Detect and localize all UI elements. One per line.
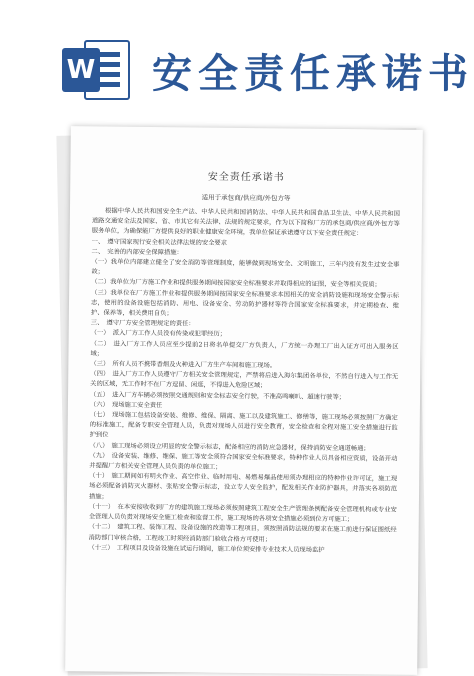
document-paragraph: （二） 进入厂方工作人员应至少提前2日将名单提交厂方负责人，厂方统一办理工厂出入证方可出入服务区域； — [90, 340, 399, 358]
document-paragraph: （三）我单位在厂方施工作业和提供服务期间按国家安全标准要求本国相关的安全消防设施和现场安全警示标志，使用的设备设施包括消防、用电、设备安全、劳动防护器材等符合国家安全标准要求，并定期检查、维护、保养等，相关费用自负； — [90, 289, 400, 318]
document-paragraph: （二）我单位为厂方施工作业和提供服务期间按国家安全标准要求并取得相应的证照，安全等相关资质； — [91, 278, 381, 289]
document-paragraph: 根据中华人民共和国安全生产法、中华人民共和国消防法、中华人民共和国食品卫生法、中华人民共和国道路交通安全法及国家、省、市其它有关法律、法规的规定要求，作为以下简称厂方的承包商/供应商/外包方等服务单位，为确保能厂方提供良好的职业健康安全环境，我单位保证承诺遵守以下安全责任规定： — [91, 207, 400, 238]
document-paragraph: 一、 遵守国家现行安全相关法律法规的安全要求 — [91, 238, 228, 247]
document-body — [88, 206, 400, 556]
banner-title: 安全责任承诺书 — [152, 51, 474, 97]
document-paragraph: （八） 施工现场必须设立明显的安全警示标志，配备相应的消防应急器材，保持消防安全通道畅通； — [89, 442, 370, 452]
document-subtitle: 适用于承包商/供应商/外包方等 — [201, 193, 291, 203]
document-title: 安全责任承诺书 — [207, 171, 285, 184]
document-paragraph: （十一） 在本安接收收到厂方的建筑施工现场必须按照建筑工程安全生产管理条例配备安全管理机构或专业安全管理人员负责对现场安全施工检查和监督工作，施工现场的各项安全措施必须到位方可施工； — [88, 503, 397, 524]
document-paragraph: （三） 所有人员不携带香烟及火种进入厂方生产车间和施工现场。 — [90, 360, 277, 370]
document-paragraph: （四） 进入厂方工作人员遵守厂方相关安全管理规定，严禁将后进入海尔集团各单位，不然自行进入与工作无关的区域，无工作时不在厂方逗留、闲逛，不得进入危险区域； — [90, 370, 399, 390]
word-document-icon — [62, 40, 134, 100]
document-paragraph: （七） 现场施工包括设备安装、维修、维保、隔离、施工以及建筑施工、修缮等，施工现场必须按照厂方确定的标准施工，配备专职安全管理人员，负责对现场人员进行安全教育，安全检查和全程对施工安全措施进行监护到位 — [89, 411, 398, 440]
document-paragraph: （九） 设备安装、维修、维保、施工等安全须符合国家安全标准要求，特种作业人员具备相应资质，设备开动并提醒厂方相关安全管理人员负责的单位施工； — [89, 452, 398, 471]
document-paragraph: （一） 派入厂方工作人员没有传染或犯罪经历； — [90, 329, 227, 339]
document-paragraph: （一）我单位内部建立健全了安全消防等管理制度，能够做到现场安全、文明施工，三年内没有发生过安全事故； — [91, 258, 400, 276]
document-paragraph: （六） 现场施工安全责任 — [89, 401, 163, 410]
document-paragraph: （十三） 工程项目及设备设施在试运行期间，施工单位须安排专业技术人员现场监护 — [88, 544, 325, 554]
document-paragraph: （五） 进入厂方车辆必须按照交通规则和安全标志安全行驶，不准高鸣喇叭、超速行驶等； — [90, 391, 346, 401]
document-page — [65, 126, 423, 675]
header-banner — [0, 0, 474, 118]
word-badge: W — [62, 48, 100, 92]
document-paragraph: （十） 施工期间如有明火作业、高空作业、临时用电、易燃易爆品使用须办理相应的特种作业许可证，施工现场必须配备消防灭火器材、张贴安全警示标志，设立专人安全监护，配发相关作业防护器具，并落实各项防范措施； — [88, 472, 398, 501]
document-paragraph: （十二） 建筑工程、装饰工程、设备设施的改造等工程项目，须按照消防法规的要求在施工前进行保证图纸经消防部门审核合格，工程竣工时须经消防部门验收合格方可使用； — [88, 523, 397, 543]
document-paragraph: 二、 完善的内部安全保障措施： — [91, 248, 183, 257]
document-paragraph: 三、 遵守厂方安全管理规定的责任： — [90, 319, 195, 328]
